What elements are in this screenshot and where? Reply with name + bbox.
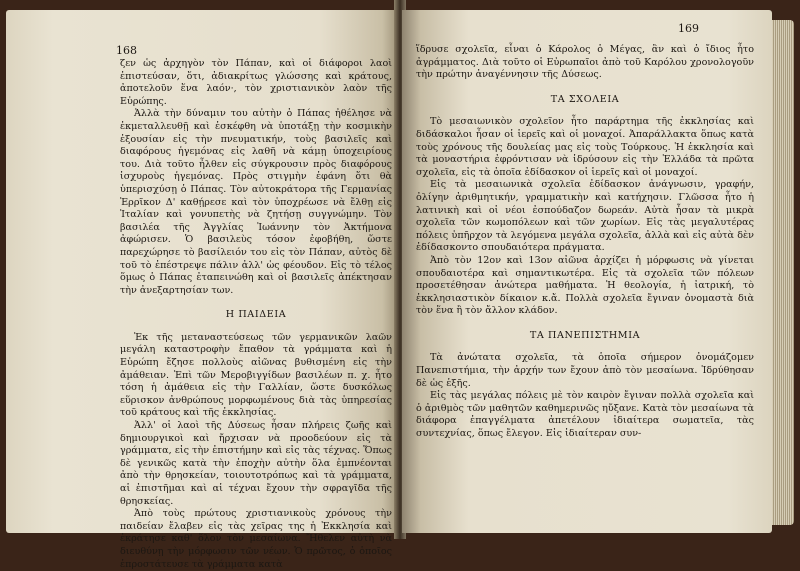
paragraph: Εἰς τὰς μεγάλας πόλεις μὲ τὸν καιρὸν ἔγιναν πολλὰ σχολεῖα καὶ ὁ ἀριθμὸς τῶν μαθητῶν καθημερινῶς ηὔξανε. Κατὰ τὸν μεσαίωνα τὰ διάφορα ἐπαγγέλματα ἀπετέλουν ἰδιαίτερα σωματεῖα, τὰς συντεχνίας, ὅπως ἔλεγον. Εἰς ἰδιαίτεραν συν-	[416, 390, 754, 440]
paragraph: Ἀλλ' οἱ λαοὶ τῆς Δύσεως ἦσαν πλήρεις ζωῆς καὶ δημιουργικοὶ καὶ ἤρχισαν νὰ προοδεύουν εἰς τὰ γράμματα, εἰς τὴν ἐπιστήμην καὶ εἰς τὰς τέχνας. Ὅπως δὲ γενικῶς κατὰ τὴν ἐποχὴν αὐτὴν ὅλα ἐμπνέονται ἀπὸ τὴν θρησκείαν, τοιουτοτρόπως καὶ τὰ γράμματα, αἱ ἐπιστῆμαι καὶ αἱ τέχναι ἔχουν τὴν σφραγῖδα τῆς θρησκείας.	[120, 420, 392, 507]
paragraph: ζεν ὡς ἀρχηγὸν τὸν Πάπαν, καὶ οἱ διάφοροι λαοὶ ἐπιστεύσαν, ὅτι, ἀδιακρίτως γλώσσης καὶ κράτους, ἀποτελοῦν ἕνα λαόν·, τὸν χριστιανικὸν λαὸν τῆς Εὐρώπης.	[120, 58, 392, 107]
left-text-column	[120, 58, 392, 571]
section-heading-schools: ΤΑ ΣΧΟΛΕΙΑ	[550, 93, 620, 105]
section-heading-universities: ΤΑ ΠΑΝΕΠΙΣΤΗΜΙΑ	[529, 329, 641, 341]
page-number-left: 168	[116, 44, 137, 57]
section-heading-paideia: Η ΠΑΙΔΕΙΑ	[225, 309, 287, 321]
paragraph: Ἀπὸ τοὺς πρώτους χριστιανικοὺς χρόνους τὴν παιδείαν ἔλαβεν εἰς τὰς χεῖρας της ἡ Ἐκκλησία καὶ ἐκράτησε καθ' ὅλον τὸν μεσαίωνα. Ἤθελεν αὐτὴ νὰ διευθύνῃ τὴν μόρφωσιν τῶν νέων. Ὁ πρῶτος, ὁ ὁποῖος ἐπροστάτευσε τὰ γράμματα κατὰ	[120, 508, 392, 570]
right-page	[402, 10, 772, 533]
paragraph: ἵδρυσε σχολεῖα, εἶναι ὁ Κάρολος ὁ Μέγας, ἂν καὶ ὁ ἴδιος ἦτο ἀγράμματος. Διὰ τοῦτο οἱ Εὐρωπαῖοι ἀπὸ τοῦ Καρόλου χρονολογοῦν τὴν πρώτην ἀναγέννησιν τῆς Δύσεως.	[416, 44, 754, 81]
paragraph: Ἀλλὰ τὴν δύναμιν του αὐτὴν ὁ Πάπας ἠθέλησε νὰ ἐκμεταλλευθῇ καὶ ἐσκέφθη νὰ ὑποτάξῃ τὴν κοσμικὴν ἐξουσίαν εἰς τὴν πνευματικήν, τοὺς βασιλεῖς καὶ διαφόρους ἡγεμόνας εἰς λαθῆ νὰ κάμῃ ὑποχειρίους του. Διὰ τοῦτο ἦλθεν εἰς σύγκρουσιν πρὸς διαφόρους ἰσχυροὺς ἡγεμόνας. Πρὸς στιγμὴν ἐφάνη ὅτι θὰ ὑπερισχύσῃ ὁ Πάπας. Τὸν αὐτοκράτορα τῆς Γερμανίας Ἐρρῖκον Δ' καθῄρεσε καὶ τὸν ὑποχρέωσε νὰ ἔλθῃ εἰς Ἰταλίαν καὶ γονυπετὴς νὰ ζητήσῃ συγγνώμην. Τὸν βασιλέα τῆς Ἀγγλίας Ἰωάννην τὸν Ἀκτήμονα ἀφώρισεν. Ὁ βασιλεὺς τόσον ἐφοβήθη, ὥστε παρεχώρησε τὸ βασίλειόν του εἰς τὸν Πάπαν, αὐτὸς δὲ τοῦ τὸ ἐπέστρεψε πάλιν ἀλλ' ὡς φέουδον. Εἰς τὸ τέλος ὅμως ὁ Πάπας ἐταπεινώθη καὶ οἱ βασιλεῖς ἀπέκτησαν τὴν ἀνεξαρτησίαν των.	[120, 108, 392, 296]
left-page	[6, 10, 398, 570]
page-edges	[772, 20, 794, 525]
paragraph: Ἀπὸ τὸν 12ον καὶ 13ον αἰῶνα ἀρχίζει ἡ μόρφωσις νὰ γίνεται σπουδαιοτέρα καὶ σημαντικωτέρα. Εἰς τὰ σχολεῖα τῶν πόλεων προσετέθησαν ἀνώτερα μαθήματα. Ἡ θεολογία, ἡ ἰατρική, τὸ ἐκκλησιαστικὸν δίκαιον κ.ἄ. Πολλὰ σχολεῖα ἔγιναν ὀνομαστὰ διὰ τὸν ἕνα ἢ τὸν ἄλλον κλάδον.	[416, 254, 754, 317]
right-text-column	[416, 44, 754, 441]
paragraph: Τὰ ἀνώτατα σχολεῖα, τὰ ὁποῖα σήμερον ὀνομάζομεν Πανεπιστήμια, τὴν ἀρχήν των ἔχουν ἀπὸ τὸν μεσαίωνα. Ἱδρύθησαν δὲ ὡς ἑξῆς.	[416, 352, 754, 389]
page-number-right: 169	[678, 22, 699, 35]
paragraph: Ἐκ τῆς μεταναστεύσεως τῶν γερμανικῶν λαῶν μεγάλη καταστροφὴν ἔπαθον τὰ γράμματα καὶ ἡ Εὐρώπη ἔζησε πολλοὺς αἰῶνας βυθισμένη εἰς τὴν ἀμάθειαν. Ἐπὶ τῶν Μεροβιγγίδων βασιλέων π. χ. ἦτο τόση ἡ ἀμάθεια εἰς τὴν Γαλλίαν, ὥστε δυσκόλως εὕρισκον ἀνθρώπους μορφωμένους διὰ τὰς ὑπηρεσίας τοῦ κράτους καὶ τῆς ἐκκλησίας.	[120, 331, 392, 419]
paragraph: Τὸ μεσαιωνικὸν σχολεῖον ἦτο παράρτημα τῆς ἐκκλησίας καὶ διδάσκαλοι ἦσαν οἱ ἱερεῖς καὶ οἱ μοναχοί. Ἀπαράλλακτα ὅπως κατὰ τοὺς χρόνους τῆς δουλείας μας εἰς τοὺς Τούρκους. Ἡ ἐκκλησία καὶ τὰ μοναστήρια ἐφρόντισαν νὰ ἱδρύσουν εἰς τὴν Ἑλλάδα τὰ πρῶτα σχολεῖα, εἰς τὰ ὁποῖα ἐδίδασκον οἱ ἱερεῖς καὶ οἱ μοναχοί.	[416, 116, 754, 178]
paragraph: Εἰς τὰ μεσαιωνικὰ σχολεῖα ἐδίδασκον ἀνάγνωσιν, γραφήν, ὀλίγην ἀριθμητικήν, γραμματικὴν καὶ κατήχησιν. Γλῶσσα ἦτο ἡ λατινικὴ καὶ οἱ νέοι ἐσπούδαζον δωρεάν. Αὐτὰ ἦσαν τὰ μικρὰ σχολεῖα τῶν κωμοπόλεων καὶ τῶν χωρίων. Εἰς τὰς μεγαλυτέρας πόλεις ὑπῆρχον τὰ λεγόμενα μεγάλα σχολεῖα, ἀλλὰ καὶ εἰς αὐτὰ δὲν ἐδίδασκοντο σπουδαιότερα πράγματα.	[416, 179, 754, 254]
